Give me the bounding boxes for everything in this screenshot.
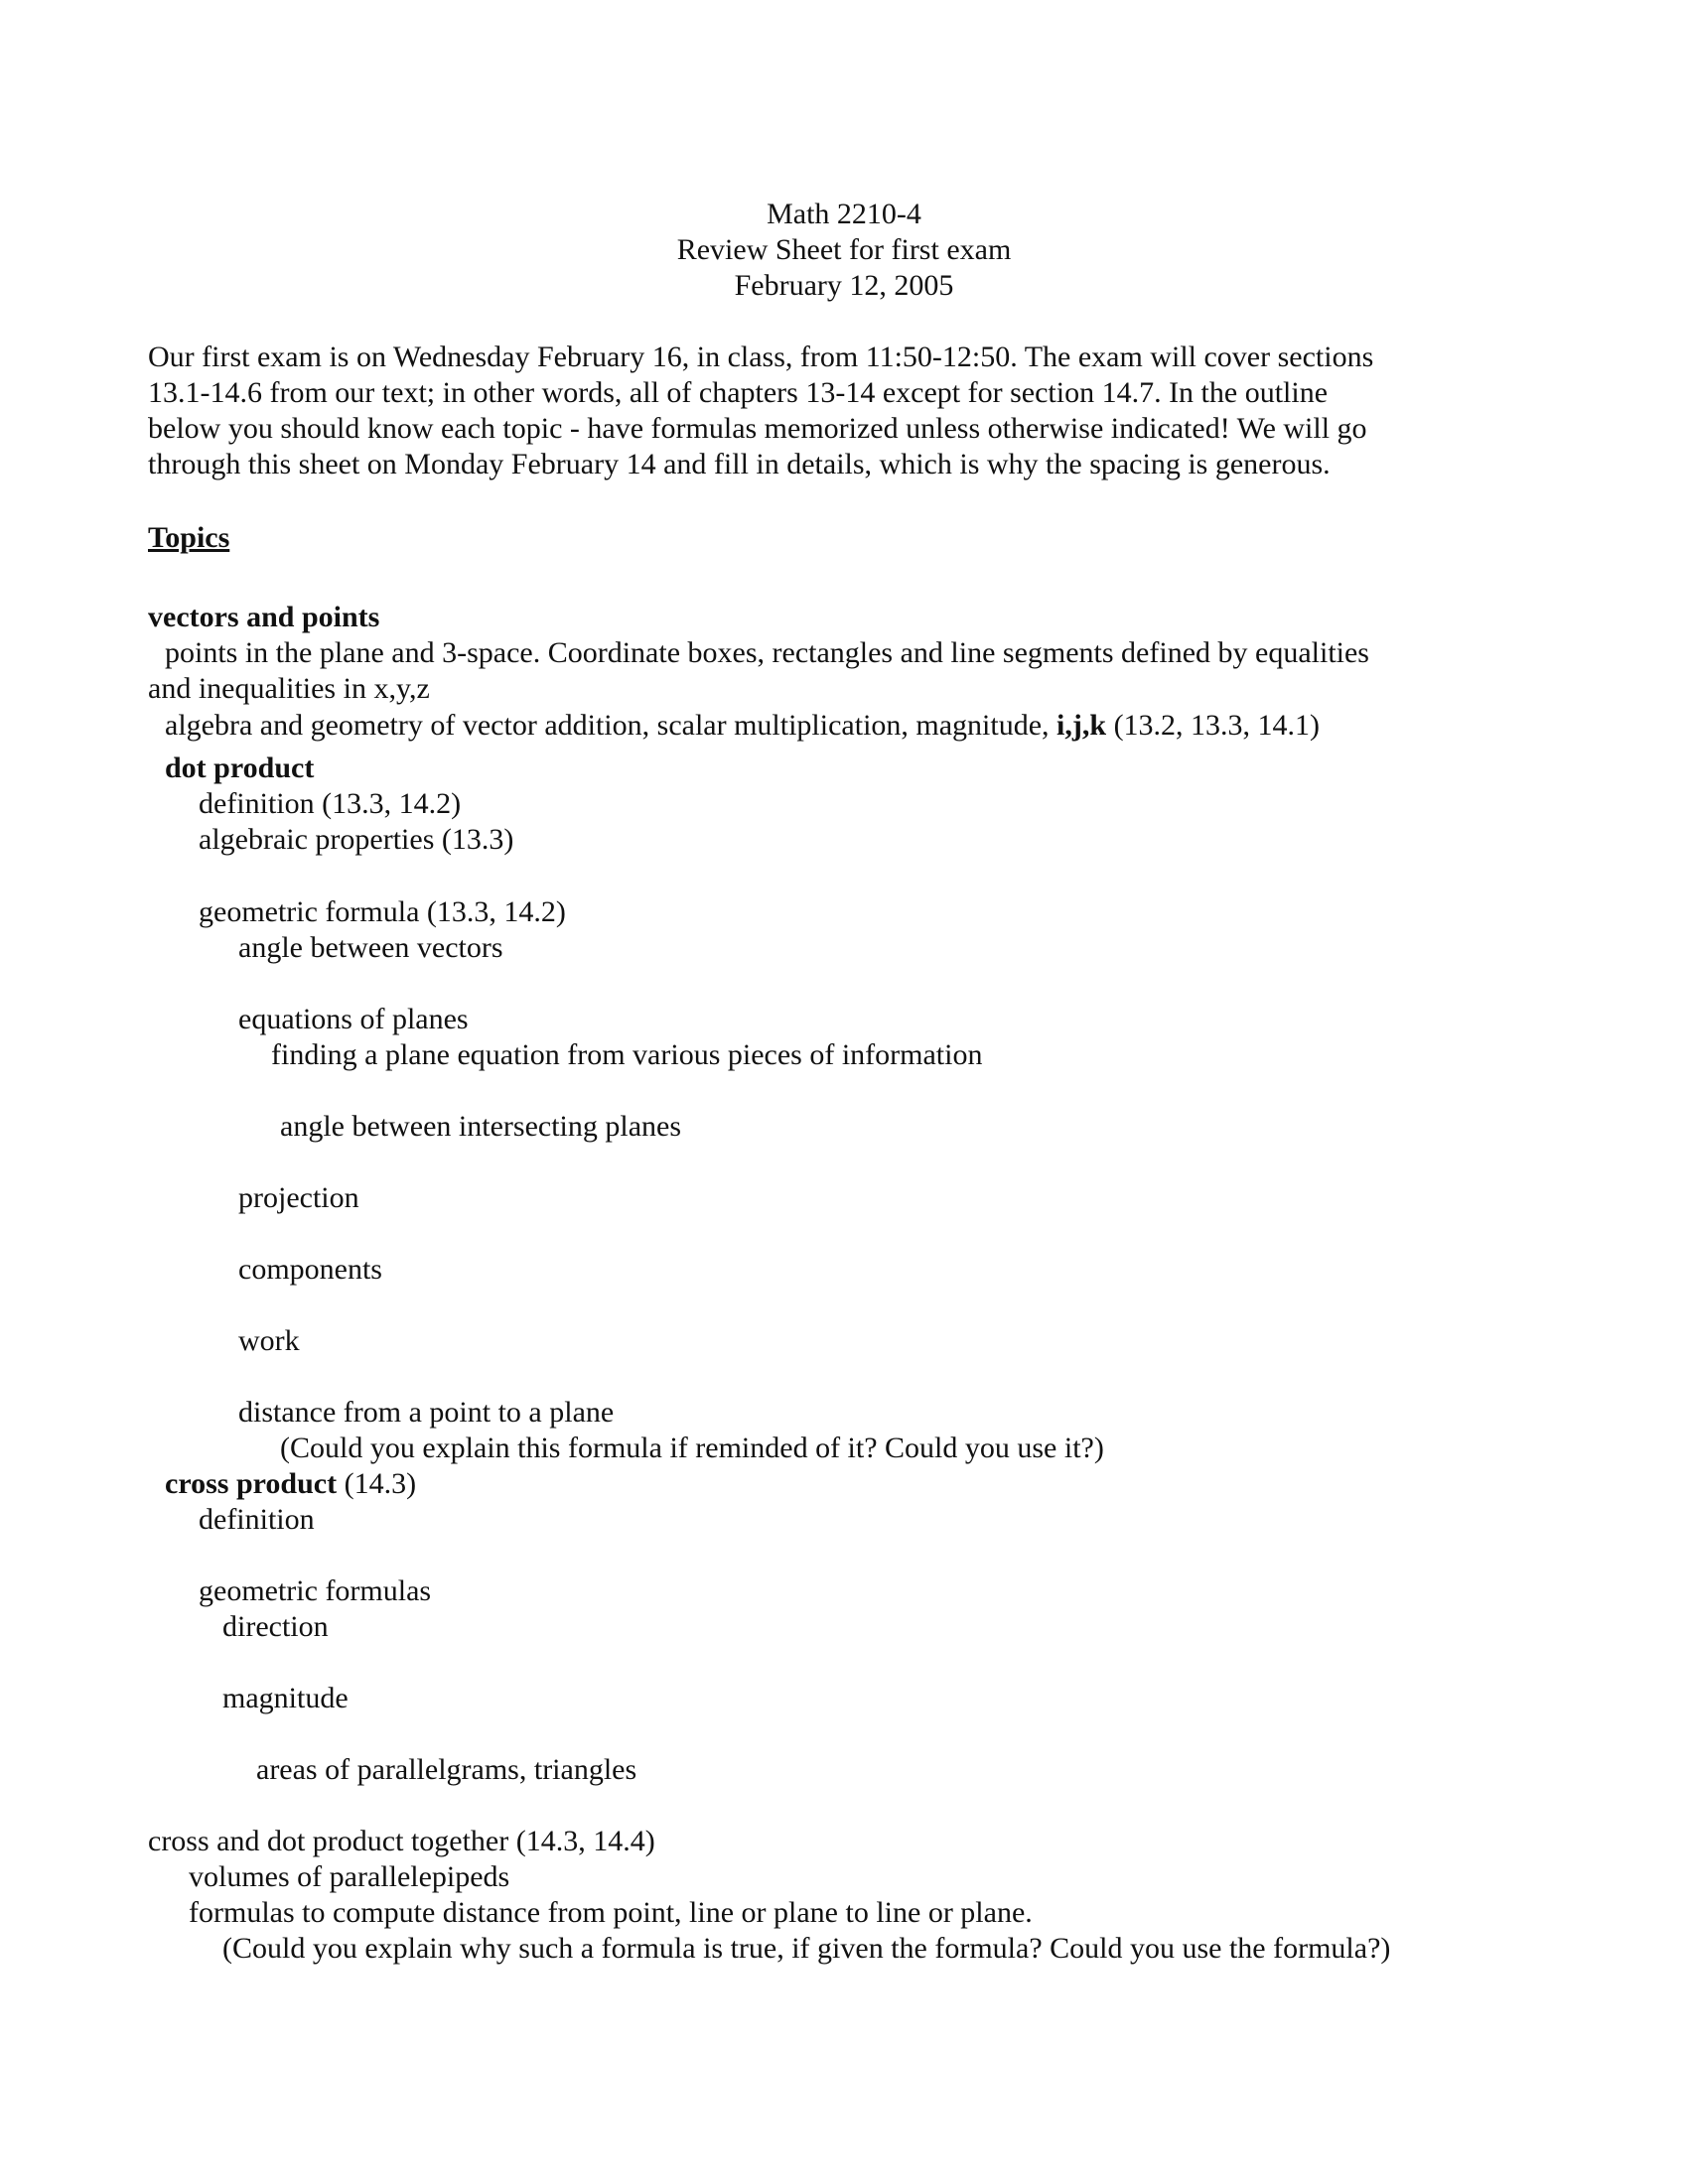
dot-angle-between-planes: angle between intersecting planes	[280, 1110, 682, 1143]
dot-equations-of-planes: equations of planes	[238, 1003, 469, 1035]
course-number: Math 2210-4	[767, 198, 921, 230]
cross-geometric-formulas: geometric formulas	[199, 1574, 432, 1607]
cross-magnitude: magnitude	[222, 1682, 349, 1714]
vectors-algebra-refs: (13.2, 13.3, 14.1)	[1106, 709, 1321, 742]
dot-work: work	[238, 1324, 300, 1357]
vectors-points-line-2: and inequalities in x,y,z	[148, 672, 430, 705]
vectors-algebra-text: algebra and geometry of vector addition, scalar multiplication, magnitude,	[165, 709, 1057, 742]
cross-product-line	[165, 1466, 416, 1502]
together-distance-formulas: formulas to compute distance from point, line or plane to line or plane.	[189, 1896, 1033, 1929]
together-note: (Could you explain why such a formula is true, if given the formula? Could you use the formula?)	[222, 1932, 1391, 1965]
intro-line-2: 13.1-14.6 from our text; in other words, all of chapters 13-14 except for section 14.7. In the outline	[148, 376, 1329, 409]
document-title: Review Sheet for first exam	[676, 233, 1012, 266]
dot-distance-note: (Could you explain this formula if reminded of it? Could you use it?)	[280, 1432, 1104, 1464]
vectors-points-line-1: points in the plane and 3-space. Coordinate boxes, rectangles and line segments defined by equalities	[165, 636, 1369, 669]
cross-definition: definition	[199, 1503, 315, 1536]
dot-algebraic-properties: algebraic properties (13.3)	[199, 823, 514, 856]
dot-projection: projection	[238, 1181, 359, 1214]
cross-product-heading: cross product	[165, 1467, 338, 1500]
cross-dot-together-heading: cross and dot product together (14.3, 14.4)	[148, 1825, 655, 1857]
dot-components: components	[238, 1253, 382, 1286]
cross-product-refs: (14.3)	[337, 1467, 417, 1500]
unit-vectors-label: i,j,k	[1056, 709, 1107, 742]
cross-direction: direction	[222, 1610, 329, 1643]
document-date: February 12, 2005	[734, 269, 954, 302]
intro-line-3: below you should know each topic - have formulas memorized unless otherwise indicated! We will go	[148, 412, 1367, 445]
intro-line-4: through this sheet on Monday February 14 and fill in details, which is why the spacing is generous.	[148, 448, 1331, 480]
cross-areas: areas of parallelgrams, triangles	[256, 1753, 637, 1786]
vectors-algebra-line	[165, 708, 1320, 744]
dot-angle-between-vectors: angle between vectors	[238, 931, 503, 964]
dot-distance-point-plane: distance from a point to a plane	[238, 1396, 615, 1429]
dot-product-heading: dot product	[165, 751, 315, 784]
intro-line-1: Our first exam is on Wednesday February 16, in class, from 11:50-12:50. The exam will cover sections	[148, 341, 1374, 373]
dot-finding-plane-equation: finding a plane equation from various pieces of information	[271, 1038, 983, 1071]
vectors-heading: vectors and points	[148, 601, 380, 633]
dot-geometric-formula: geometric formula (13.3, 14.2)	[199, 895, 566, 928]
dot-definition: definition (13.3, 14.2)	[199, 787, 462, 820]
topics-heading: Topics	[148, 521, 230, 554]
together-volumes: volumes of parallelepipeds	[189, 1860, 510, 1893]
